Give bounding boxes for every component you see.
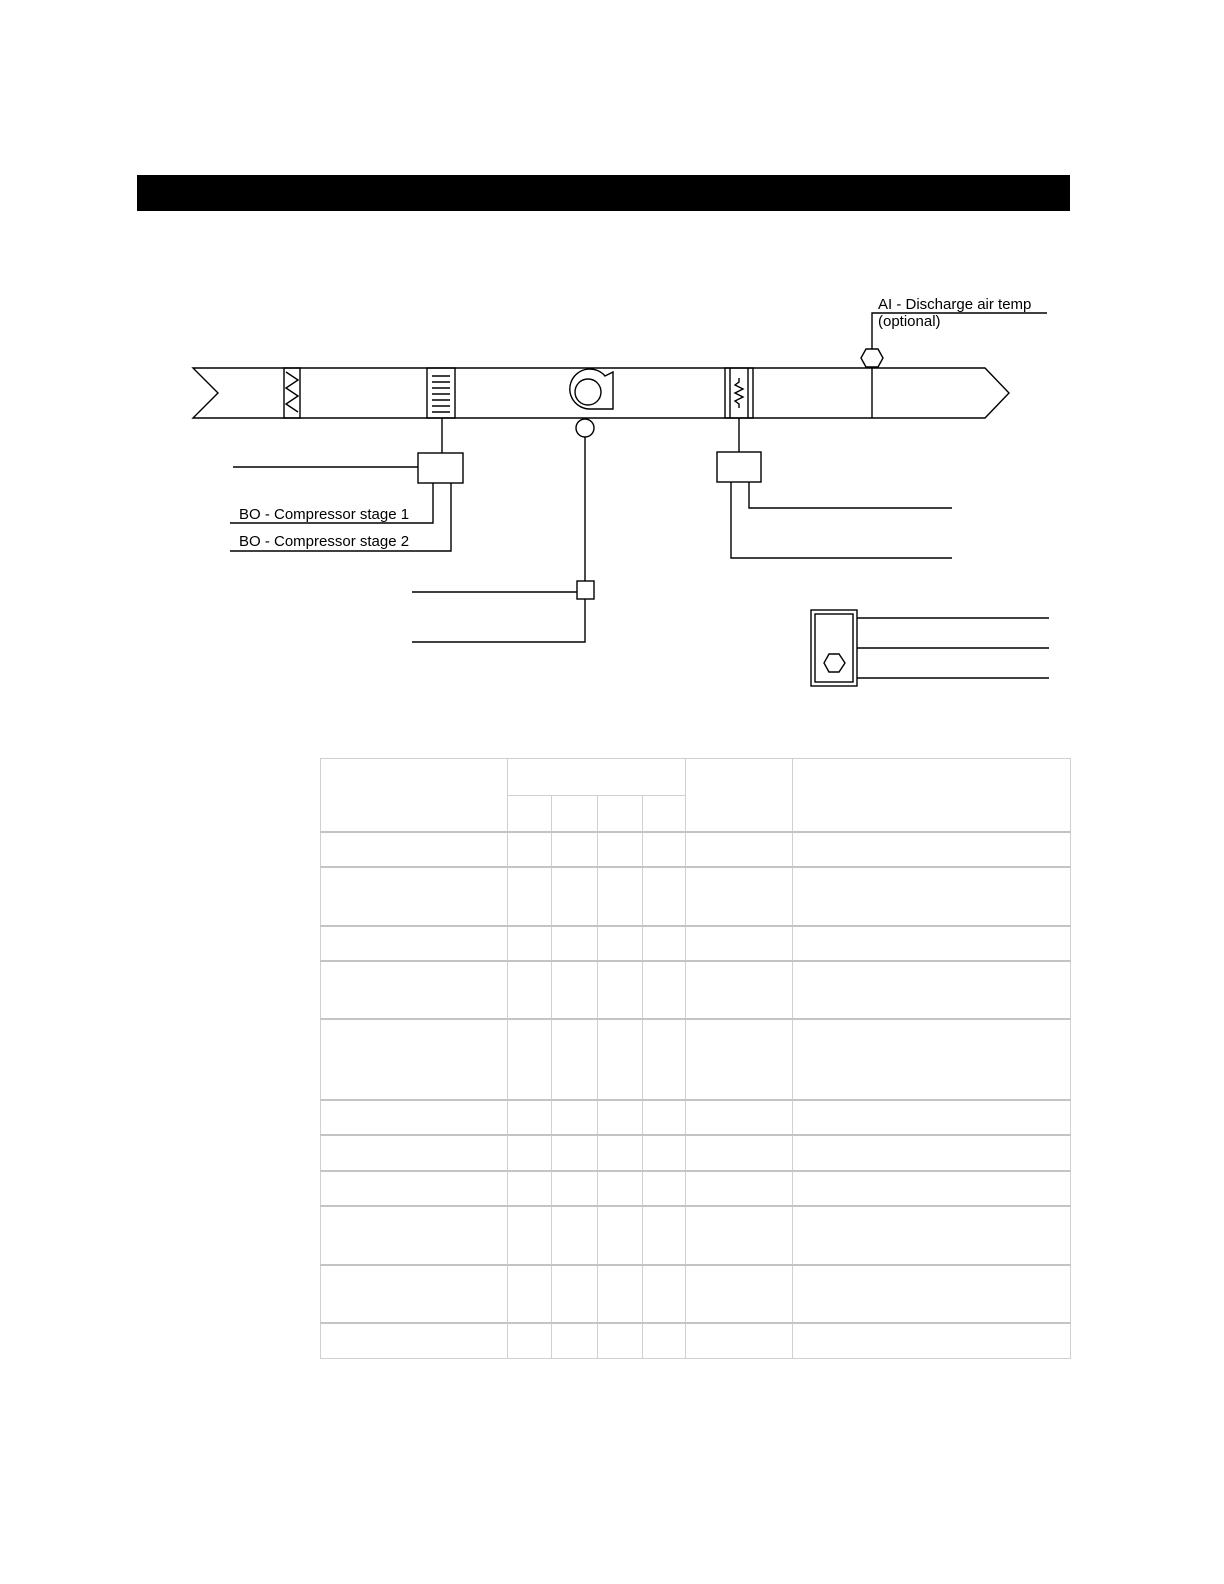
points-table bbox=[320, 758, 1071, 1359]
table-header-row bbox=[321, 759, 1071, 796]
heating-control-box bbox=[717, 452, 761, 482]
table-row bbox=[321, 961, 1071, 1019]
table-row bbox=[321, 926, 1071, 961]
discharge-air-temp-label: AI - Discharge air temp bbox=[878, 296, 1032, 313]
compressor-stage-2-label: BO - Compressor stage 2 bbox=[239, 533, 410, 550]
table-row bbox=[321, 1019, 1071, 1100]
table-row bbox=[321, 1171, 1071, 1206]
cooling-control-box bbox=[418, 453, 463, 483]
discharge-optional-label: (optional) bbox=[878, 313, 941, 330]
header-cell bbox=[321, 759, 508, 832]
header-cell bbox=[686, 759, 793, 832]
table-row bbox=[321, 1100, 1071, 1135]
table-row bbox=[321, 832, 1071, 867]
heating-coil-icon bbox=[725, 368, 753, 418]
cooling-coil-icon bbox=[427, 368, 455, 418]
compressor-stage-1-label: BO - Compressor stage 1 bbox=[239, 506, 410, 523]
fan-status-circle bbox=[576, 419, 594, 437]
header-cell bbox=[643, 796, 686, 832]
header-cell bbox=[508, 796, 552, 832]
table-row bbox=[321, 1323, 1071, 1359]
header-cell bbox=[508, 759, 686, 796]
header-cell bbox=[793, 759, 1071, 832]
table-row bbox=[321, 867, 1071, 926]
table-row bbox=[321, 1135, 1071, 1171]
table-row bbox=[321, 1206, 1071, 1265]
discharge-sensor-icon bbox=[861, 349, 883, 367]
header-cell bbox=[598, 796, 643, 832]
thermostat-icon bbox=[811, 610, 857, 686]
table-row bbox=[321, 1265, 1071, 1323]
damper-icon bbox=[284, 368, 300, 418]
supply-fan-icon bbox=[570, 369, 613, 409]
header-cell bbox=[552, 796, 598, 832]
hvac-schematic bbox=[0, 0, 1224, 740]
fan-relay-box bbox=[577, 581, 594, 599]
